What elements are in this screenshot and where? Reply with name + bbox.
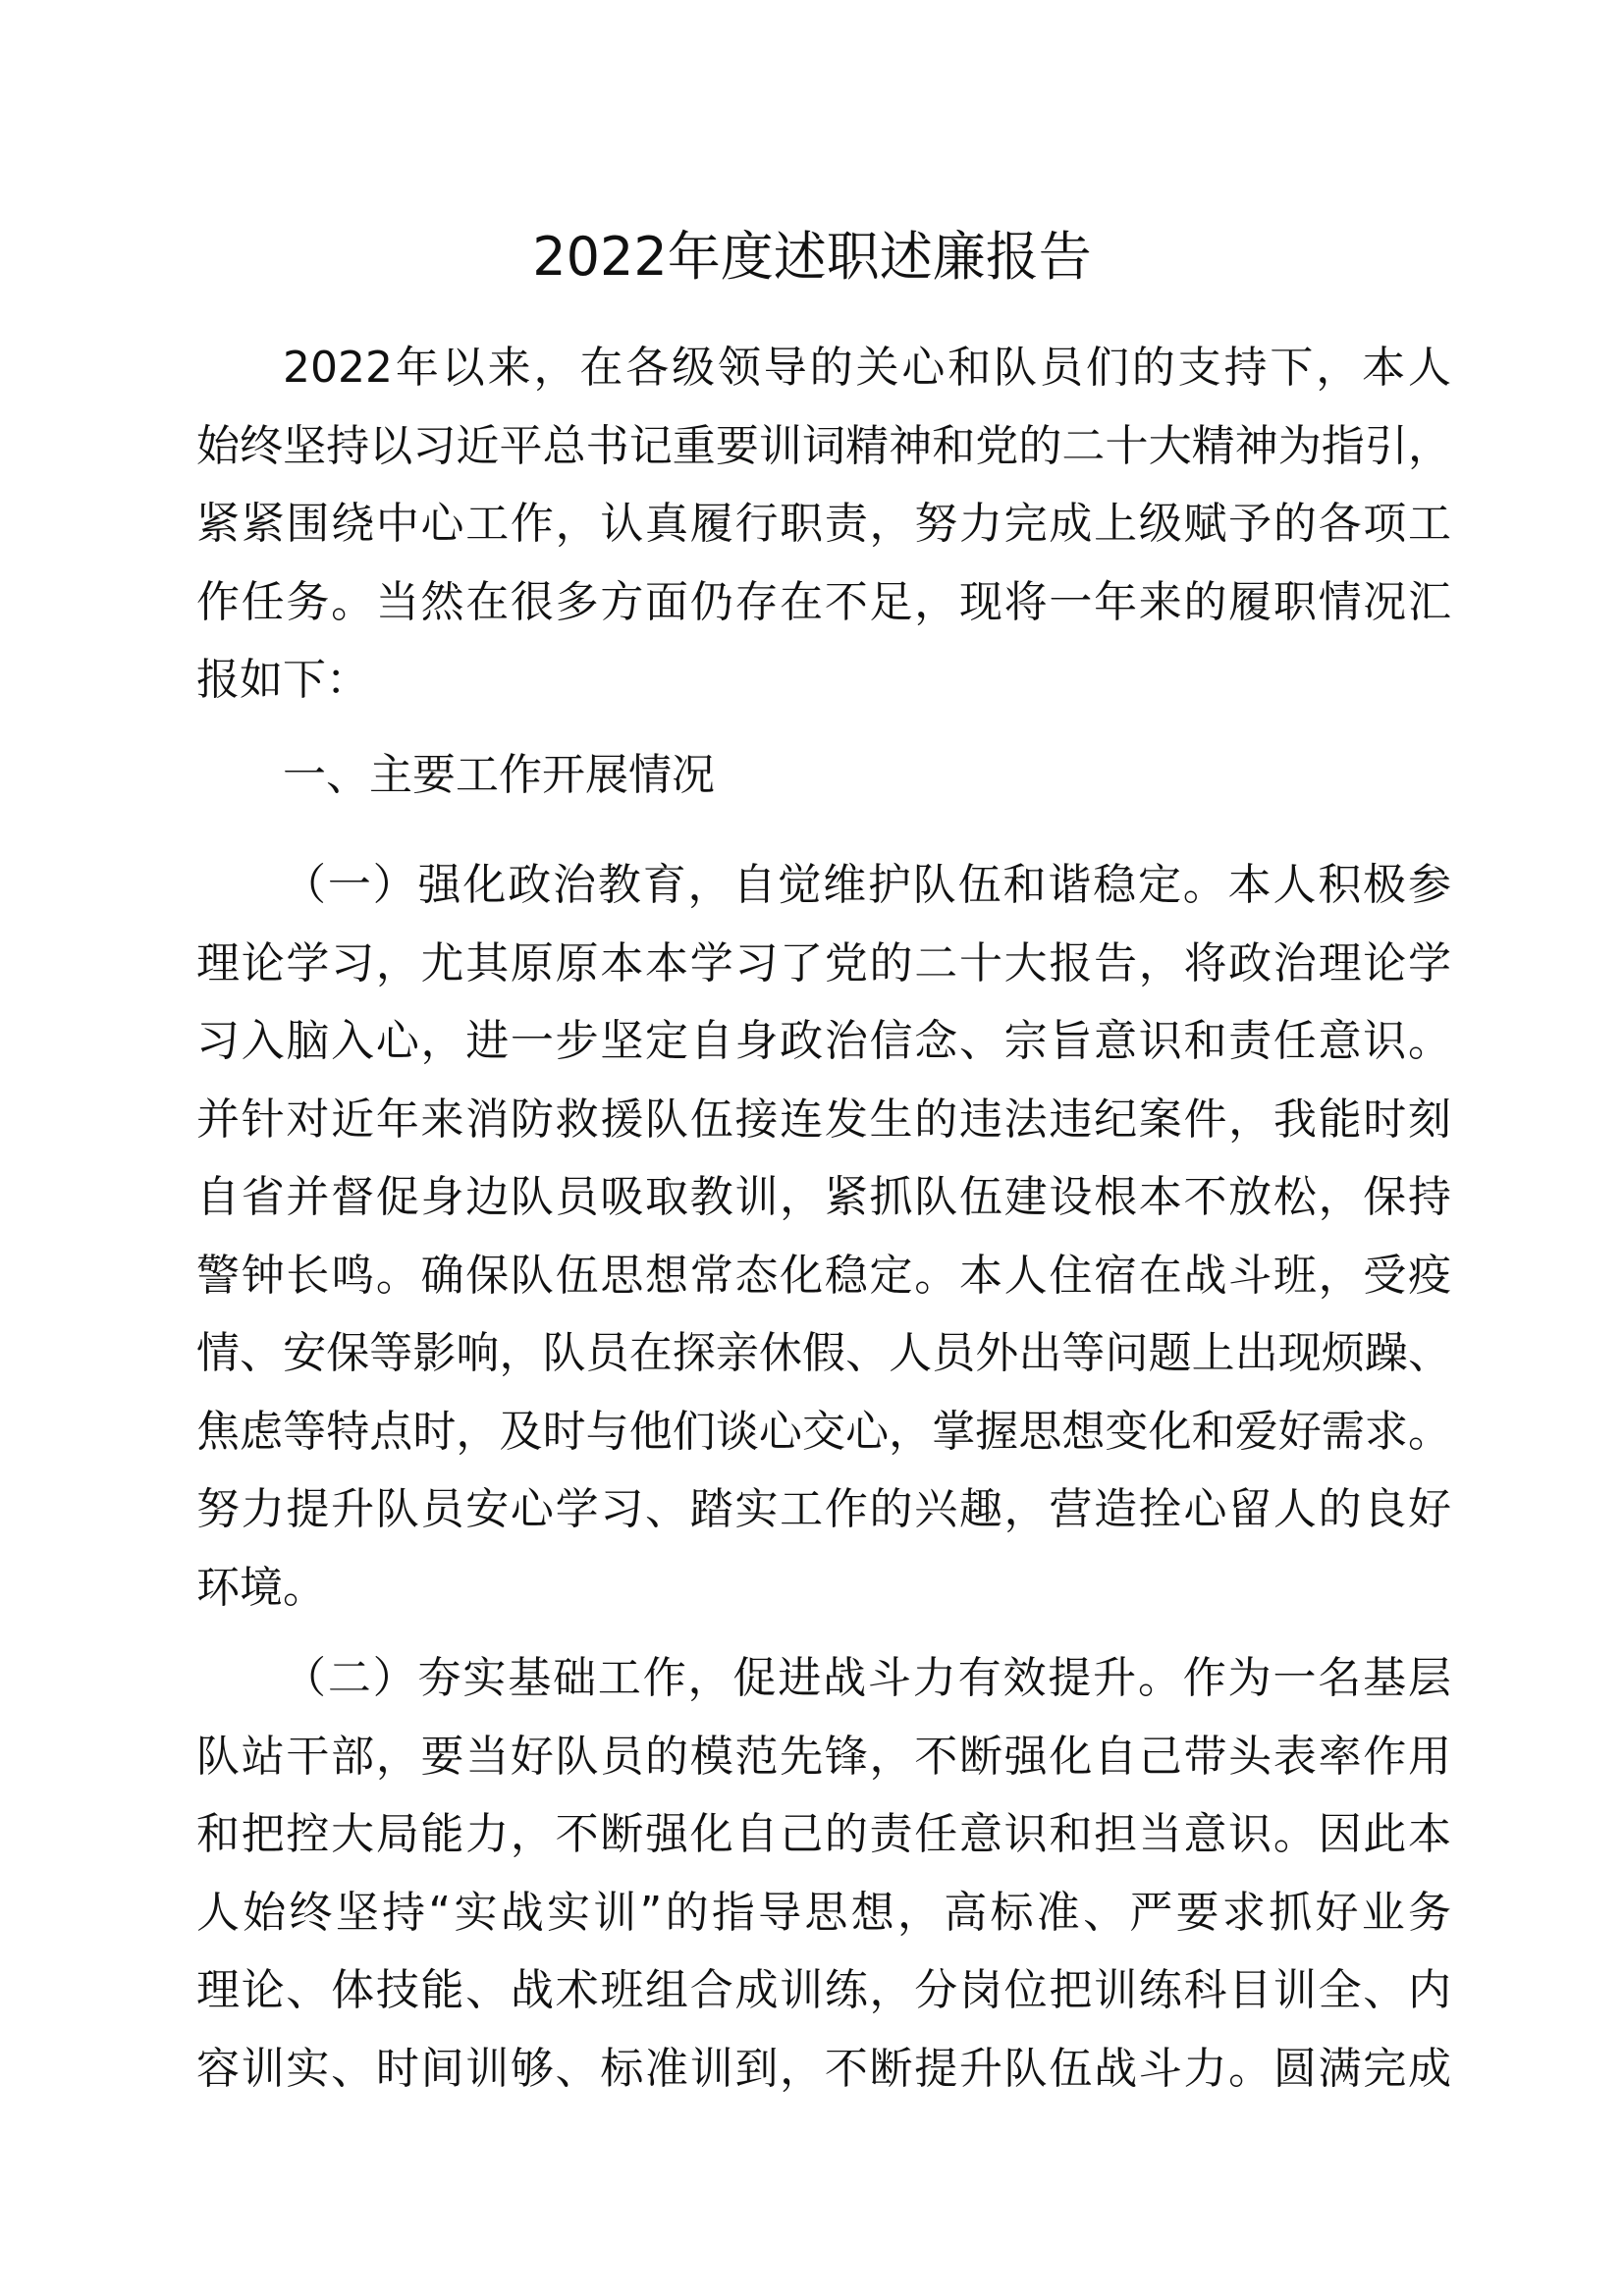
- text-line: 并针对近年来消防救援队伍接连发生的违法违纪案件，我能时刻: [196, 1094, 1451, 1145]
- text-line: 报如下：: [196, 655, 369, 705]
- text-line: 理论、体技能、战术班组合成训练，分岗位把训练科目训全、内: [196, 1965, 1451, 2015]
- section-heading: 一、主要工作开展情况: [283, 749, 715, 800]
- text-line: 环境。: [196, 1562, 326, 1613]
- text-line: 队站干部，要当好队员的模范先锋，不断强化自己带头表率作用: [196, 1731, 1451, 1782]
- text-line: 作任务。当然在很多方面仍存在不足，现将一年来的履职情况汇: [196, 576, 1451, 627]
- text-line: 紧紧围绕中心工作，认真履行职责，努力完成上级赋予的各项工: [196, 499, 1451, 549]
- paragraph-basic-work: [196, 1639, 1451, 2108]
- text-line: 始终坚持以习近平总书记重要训词精神和党的二十大精神为指引，: [196, 420, 1451, 471]
- text-line: （一）强化政治教育，自觉维护队伍和谐稳定。本人积极参: [283, 860, 1451, 910]
- text-line: 理论学习，尤其原原本本学习了党的二十大报告，将政治理论学: [196, 937, 1451, 988]
- text-line: 2022年以来，在各级领导的关心和队员们的支持下，本人: [283, 343, 1451, 393]
- text-line: 焦虑等特点时，及时与他们谈心交心，掌握思想变化和爱好需求。: [196, 1406, 1451, 1457]
- text-line: （二）夯实基础工作，促进战斗力有效提升。作为一名基层: [283, 1653, 1451, 1703]
- text-line: 人始终坚持“实战实训”的指导思想，高标准、严要求抓好业务: [196, 1887, 1451, 1938]
- paragraph-political-education: [196, 846, 1451, 1627]
- text-line: 和把控大局能力，不断强化自己的责任意识和担当意识。因此本: [196, 1809, 1451, 1859]
- text-line: 情、安保等影响，队员在探亲休假、人员外出等问题上出现烦躁、: [196, 1328, 1451, 1378]
- text-line: 容训实、时间训够、标准训到，不断提升队伍战斗力。圆满完成: [196, 2043, 1451, 2094]
- text-line: 努力提升队员安心学习、踏实工作的兴趣，营造拴心留人的良好: [196, 1484, 1451, 1534]
- text-line: 警钟长鸣。确保队伍思想常态化稳定。本人住宿在战斗班，受疫: [196, 1250, 1451, 1301]
- text-line: 习入脑入心，进一步坚定自身政治信念、宗旨意识和责任意识。: [196, 1016, 1451, 1066]
- paragraph-intro: [196, 329, 1451, 720]
- section-heading-block: [196, 736, 1451, 815]
- text-line: 自省并督促身边队员吸取教训，紧抓队伍建设根本不放松，保持: [196, 1172, 1451, 1222]
- document-title: 2022年度述职述廉报告: [532, 226, 1092, 288]
